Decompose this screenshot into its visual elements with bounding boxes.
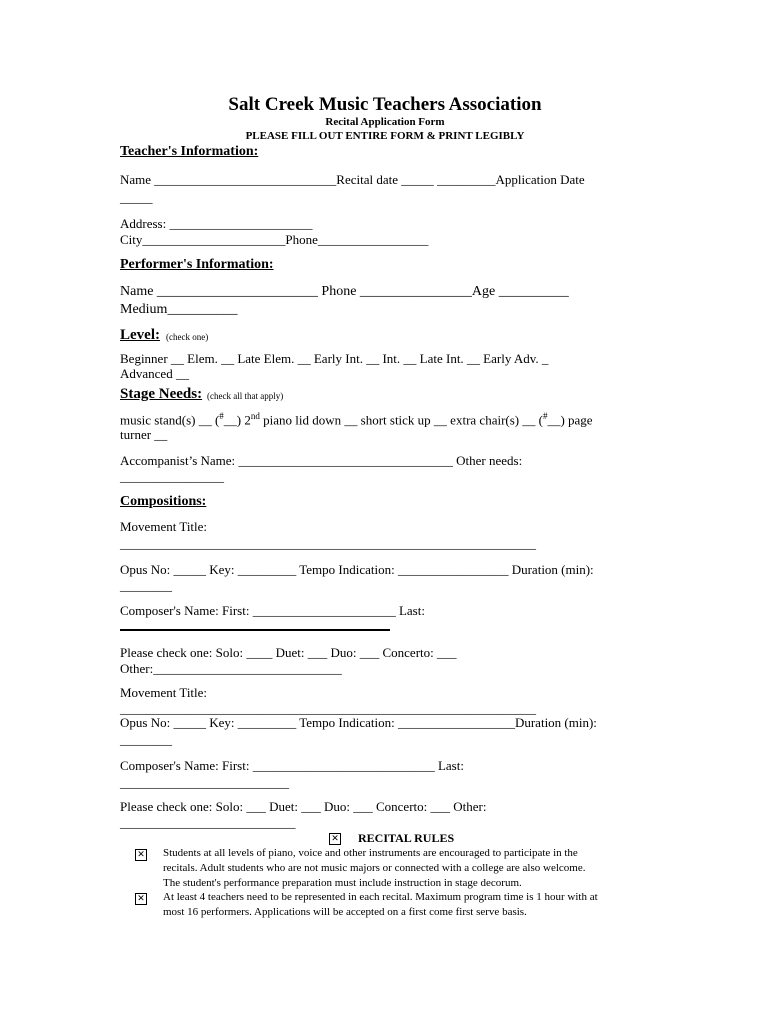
stage-needs-text-a: music stand(s) __ ( [120,412,220,428]
rule-1-line-3: The student's performance preparation must include instruction in stage decorum. [163,877,522,889]
rule-1-checkbox-icon: ✕ [135,849,147,861]
performer-name-line[interactable]: Name _______________________ Phone ________________Age __________ [120,284,569,299]
piece2-composer-line[interactable]: Composer's Name: First: ____________________________ Last: [120,758,464,773]
stage-needs-note: (check all that apply) [207,391,284,401]
level-note: (check one) [166,332,209,342]
rule-1-line-1: Students at all levels of piano, voice and other instruments are encouraged to participate in the [163,847,578,859]
piece1-other-line[interactable]: Other:_____________________________ [120,661,342,676]
rules-heading: RECITAL RULES [358,831,455,845]
performer-heading: Performer's Information: [120,257,274,272]
piece1-duration-wrap[interactable]: ________ [120,578,172,593]
stage-needs-page-turner-line[interactable]: turner __ [120,427,168,442]
stage-needs-text-b: __) 2 [223,412,251,428]
teacher-heading: Teacher's Information: [120,144,259,159]
rules-heading-checkbox-icon: ✕ [329,833,341,845]
rule-2-checkbox-icon: ✕ [135,893,147,905]
stage-needs-line[interactable] [120,411,593,428]
piece2-other-wrap[interactable]: ___________________________ [120,815,296,830]
form-instruction: PLEASE FILL OUT ENTIRE FORM & PRINT LEGIBLY [245,130,525,142]
piece2-last-name-wrap[interactable]: __________________________ [120,775,289,790]
level-advanced-line[interactable]: Advanced __ [120,366,189,381]
stage-needs-sup-3: # [542,411,548,421]
compositions-heading: Compositions: [120,494,207,509]
piece1-last-name-rule [120,629,390,631]
rule-1-line-2: recitals. Adult students who are not music majors or connected with a college are also welcome. [163,862,586,874]
piece1-check-line[interactable]: Please check one: Solo: ____ Duet: ___ Duo: ___ Concerto: ___ [120,645,457,660]
rule-2-text [163,890,663,920]
teacher-address-line[interactable]: Address: ______________________ [120,216,313,231]
teacher-city-phone-line[interactable]: City______________________Phone_________________ [120,232,429,247]
level-heading: Level: [120,327,160,343]
rule-1-text [163,846,663,891]
piece1-movement-label: Movement Title: [120,519,208,534]
stage-needs-text-d: __) page [547,412,593,428]
form-subtitle: Recital Application Form [325,116,445,128]
teacher-application-date-wrap[interactable]: _____ [120,190,153,205]
stage-needs-heading: Stage Needs: [120,386,203,402]
rule-2-line-1: At least 4 teachers need to be represented in each recital. Maximum program time is 1 hour with at [163,891,598,903]
stage-needs-text-c: piano lid down __ short stick up __ extra chair(s) __ ( [259,412,543,428]
accompanist-name-line[interactable]: Accompanist’s Name: _________________________________ Other needs: [120,453,523,468]
rule-2-line-2: most 16 performers. Applications will be accepted on a first come first serve basis. [163,906,527,918]
piece2-opus-line[interactable]: Opus No: _____ Key: _________ Tempo Indication: __________________Duration (min): [120,715,597,730]
piece1-opus-line[interactable]: Opus No: _____ Key: _________ Tempo Indication: _________________ Duration (min): [120,562,594,577]
piece2-check-line[interactable]: Please check one: Solo: ___ Duet: ___ Duo: ___ Concerto: ___ Other: [120,799,487,814]
piece2-movement-label: Movement Title: [120,685,208,700]
piece1-movement-field[interactable]: ________________________________________________________________ [120,536,536,551]
stage-needs-sup-2: nd [250,411,260,421]
level-options-line[interactable]: Beginner __ Elem. __ Late Elem. __ Early Int. __ Int. __ Late Int. __ Early Adv. _ [120,351,549,366]
form-title: Salt Creek Music Teachers Association [228,94,542,115]
other-needs-line[interactable]: ________________ [120,469,224,484]
stage-needs-sup-1: # [219,411,224,421]
piece2-duration-wrap[interactable]: ________ [120,732,172,747]
teacher-name-line[interactable]: Name ____________________________Recital date _____ _________Application Date [120,172,585,187]
performer-medium-line[interactable]: Medium__________ [120,302,238,317]
piece1-composer-line[interactable]: Composer's Name: First: ______________________ Last: [120,603,425,618]
piece2-movement-field[interactable]: ________________________________________________________________ [120,701,536,716]
